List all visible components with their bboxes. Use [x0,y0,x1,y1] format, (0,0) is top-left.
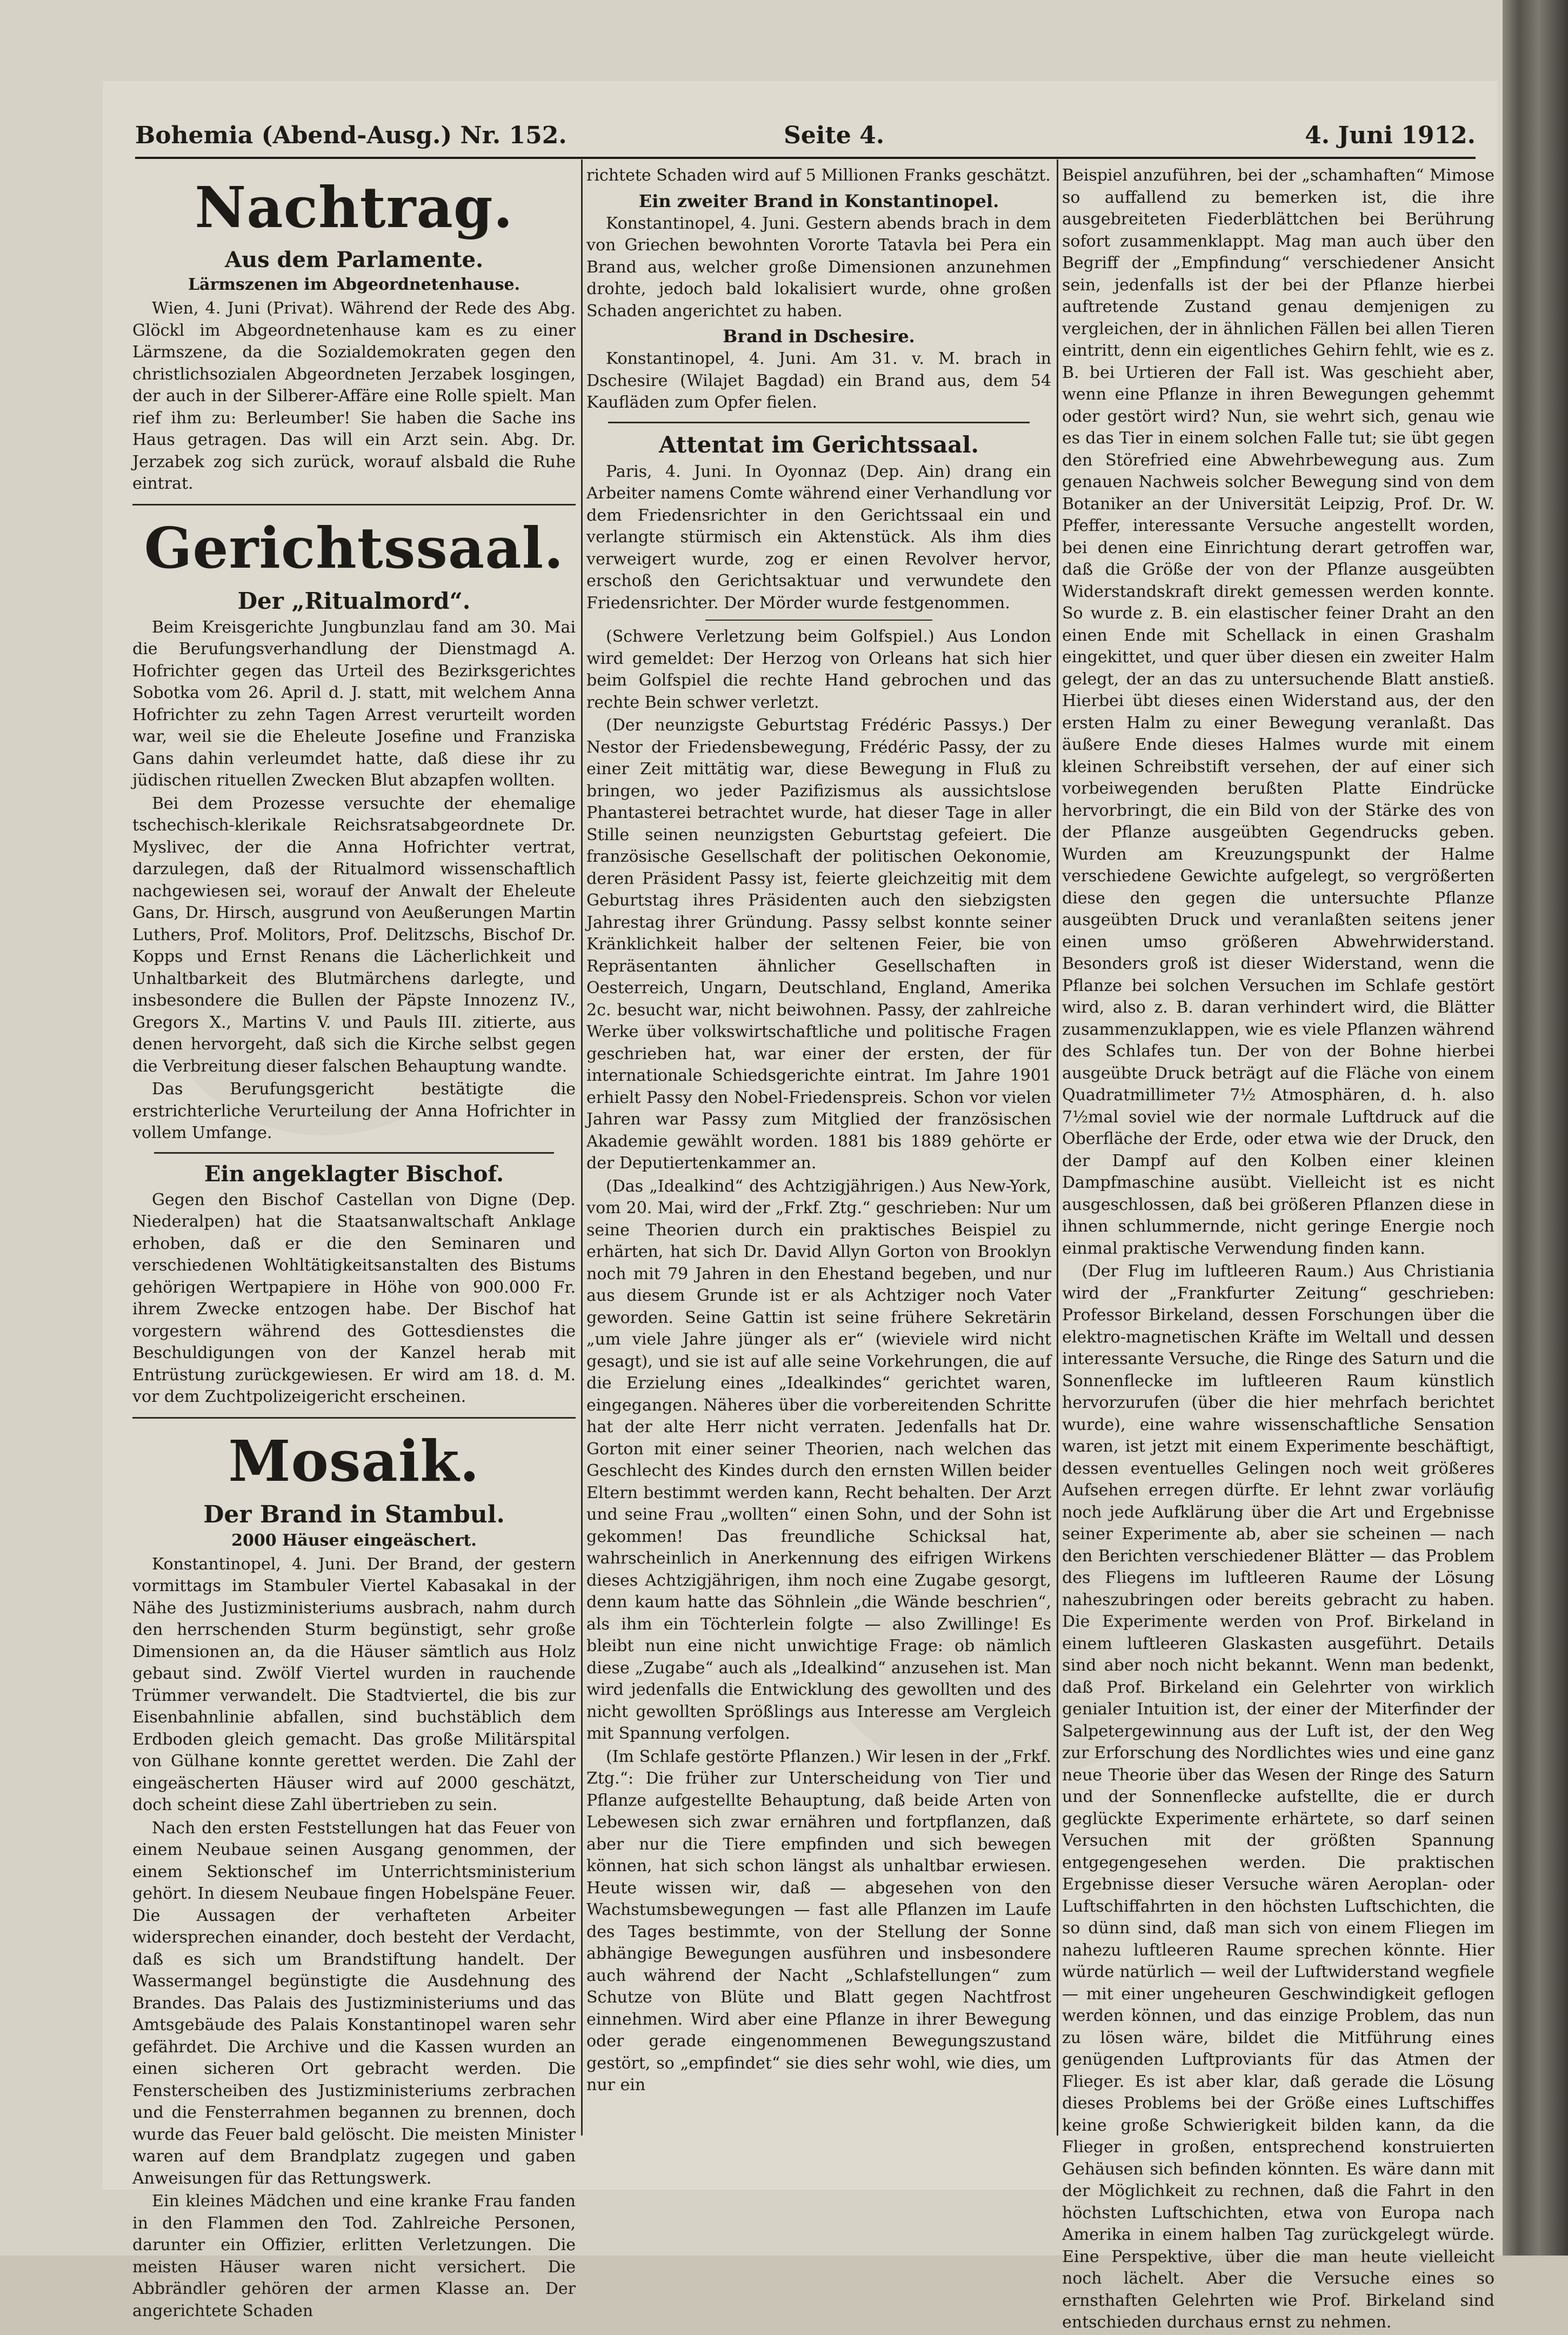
article-heading-brand-stambul: Der Brand in Stambul. [203,1500,505,1528]
article-text-pflanzen-continued: Beispiel anzuführen, bei der „schamhaften“ Mimose so auffallend zu bemerken ist, die ihre ausgebreiteten Fiederblättchen bei Berührung sofort zusammenklappt. Mag man auch über den Begriff der „Empfindung“ verschiedener Ansicht sein, jedenfalls ist der bei der Pflanze hierbei auftretende Zustand genau demjenigen zu vergleichen, der in ähnlichen Fällen bei allen Tieren eintritt, denn ein eigentliches Gehirn fehlt, wie es z. B. bei Urtieren der Fall ist. Was geschieht aber, wenn eine Pflanze in ihren Bewegungen gehemmt oder gestört wird? Nun, sie wehrt sich, genau wie es das Tier in einem solchen Falle tut; sie übt gegen den Störefried eine Abwehrbewegung aus. Zum genauen Nachweis solcher Bewegung sind von dem Botaniker an der Universität Leipzig, Prof. Dr. W. Pfeffer, interessante Versuche angestellt worden, bei denen eine Einrichtung derart getroffen war, daß die Größe der von der Pflanze ausgeübten Widerstandskraft direkt gemessen werden konnte. So wurde z. B. ein elastischer feiner Draht an den einen Ende mit Schellack in einen Grashalm eingekittet, und quer über diesen ein zweiter Halm gelegt, der an das zu untersuchende Blatt anstieß. Hierbei übt dieses einen Widerstand aus, der den ersten Halm zu einer Bewegung veranlaßt. Das äußere Ende dieses Halmes wurde mit einem kleinen Schreibstift versehen, der auf einer sich vorbeiwegenden berußten Platte Eindrücke hervorbringt, die ein Bild von der Stärke des von der Pflanze ausgeübten Gegendrucks geben. Wurden am Kreuzungspunkt der Halme verschiedene Gewichte aufgelegt, so vergrößerten diese den gegen die untersuchte Pflanze ausgeübten Druck und veranlaßten seitens jener einen umso größeren Abwehrwiderstand. Besonders groß ist dieser Widerstand, wenn die Pflanze bei solchen Versuchen im Schlafe gestört wird, also z. B. daran verhindert wird, die Blätter zusammenzuklappen, wie es viele Pflanzen während des Schlafes tun. Der von der Bohne hierbei ausgeübte Druck beträgt auf die Fläche von einem Quadratmillimeter 7½ Atmosphären, d. h. also 7½mal soviel wie der normale Luftdruck auf die Oberfläche der Erde, oder etwa wie der Druck, den der Dampf auf den Kolben einer kleinen Dampfmaschine ausübt. Vielleicht ist es nicht ausgeschlossen, daß bei größeren Pflanzen diese in ihnen schlummernde, nicht geringe Energie noch einmal praktische Verwendung finden kann. [1062,166,1494,1258]
article-subheading-haeuser: 2000 Häuser eingeäschert. [231,1531,477,1550]
article-text-attentat: Paris, 4. Juni. In Oyonnaz (Dep. Ain) drang ein Arbeiter namens Comte während einer Verhandlung vor dem Friedensrichter in den Gerichtssaal ein und verlangte stürmisch ein Aktenstück. Als ihm dies verweigert wurde, zog er einen Revolver hervor, erschoß den Gerichtsaktuar und verwundete den Friedensrichter. Der Mörder wurde festgenommen. [586,462,1051,613]
section-rule [132,504,576,505]
article-text-brand-3: Ein kleines Mädchen und eine kranke Frau fanden in den Flammen den Tod. Zahlreiche Personen, darunter ein Offizier, erlitten Verletzungen. Die meisten Häuser waren nicht versichert. Die Abbrändler gehören der armen Klasse an. Der angerichtete Schaden [132,2192,576,2320]
article-heading-attentat: Attentat im Gerichtssaal. [658,431,979,458]
article-text-ritualmord-2: Bei dem Prozesse versuchte der ehemalige tschechisch-klerikale Reichsratsabgeordnete Dr. Myslivec, der die Anna Hofrichter vertrat, darzulegen, daß der Ritualmord wissenschaftlich nachgewiesen sei, worauf der Anwalt der Eheleute Gans, Dr. Hirsch, ausgrund von Aeußerungen Martin Luthers, Prof. Molitors, Prof. Delitzschs, Bischof Dr. Kopps und Ernst Renans die Lächerlichkeit und Unhaltbarkeit des Blutmärchens darlegte, und insbesondere die Bullen der Päpste Innozenz IV., Gregors X., Martins V. und Pauls III. zitierte, aus denen hervorgeht, daß sich die Kirche selbst gegen die Verbreitung dieser falschen Behauptung wandte. [132,794,576,1076]
column-2 [586,165,1051,2098]
article-text-idealkind: (Das „Idealkind“ des Achtzigjährigen.) Aus New-York, vom 20. Mai, wird der „Frkf. Ztg.“ geschrieben: Nur um seine Theorien durch ein praktisches Beispiel zu erhärten, hat sich Dr. David Allyn Gorton von Brooklyn noch mit 79 Jahren in den Ehestand begeben, und nur aus diesem Grunde ist er als Achtziger noch Vater geworden. Seine Gattin ist seine frühere Sekretärin „um viele Jahre jünger als er“ (wieviele wird nicht gesagt), und sie ist auf alle seine Vorkehrungen, die auf die Erzielung eines „Idealkindes“ gerichtet waren, eingegangen. Näheres über die vorbereitenden Schritte hat der alte Herr nicht verraten. Jedenfalls hat Dr. Gorton mit einer seiner Theorien, nach welchen das Geschlecht des Kindes durch den ernsten Willen beider Eltern bestimmt werden kann, Recht behalten. Der Arzt und seine Frau „wollten“ einen Sohn, und der Sohn ist gekommen! Das freundliche Schicksal hat, wahrscheinlich in Anerkennung des eifrigen Wirkens dieses Achtzigjährigen, ihm noch eine Zugabe gesorgt, denn kaum hatte das Söhnlein „die Wände beschrien“, als ihm ein Töchterlein folgte — also Zwillinge! Es bleibt nun eine nicht unwichtige Frage: ob nämlich diese „Zugabe“ auch als „Idealkind“ anzusehen ist. Man wird jedenfalls die Entwicklung des gewollten und des nicht gewollten Sprößlings aus Interesse am Vergleich mit Spannung verfolgen. [586,1176,1051,1743]
header-page-number: Seite 4. [784,122,885,149]
article-heading-zweiter-brand: Ein zweiter Brand in Konstantinopel. [638,190,999,211]
header-rule [135,157,1476,159]
article-text-ritualmord-3: Das Berufungsgericht bestätigte die erstrichterliche Verurteilung der Anna Hofrichter in vollem Umfange. [132,1080,576,1142]
article-text-passy: (Der neunzigste Geburtstag Frédéric Passys.) Der Nestor der Friedensbewegung, Frédéric Passy, der zu einer Zeit mittätig war, diese Bewegung in Fluß zu bringen, wo jeder Pazifizismus als aussichtslose Phantasterei betrachtet wurde, hat dieser Tage in aller Stille seinen neunzigsten Geburtstag gefeiert. Die französische Gesellschaft der politischen Oekonomie, deren Präsident Passy ist, feierte gleichzeitig mit dem Geburtstag ihres Präsidenten auch den siebzigsten Jahrestag ihrer Gründung. Passy selbst konnte seiner Kränklichkeit halber der seltenen Feier, bie von Repräsentanten ähnlicher Gesellschaften in Oesterreich, Ungarn, Deutschland, England, Amerika 2c. besucht war, nicht beiwohnen. Passy, der zahlreiche Werke über volkswirtschaftliche und politische Fragen geschrieben hat, war einer der ersten, der für internationale Schiedsgerichte eintrat. Im Jahre 1901 erhielt Passy den Nobel-Friedenspreis. Schon vor vielen Jahren war Passy zum Mitglied der französischen Akademie gewählt worden. 1881 bis 1889 gehörte er der Deputiertenkammer an. [586,716,1051,1173]
header-date: 4. Juni 1912. [1305,122,1476,149]
article-subheading-laermszenen: Lärmszenen im Abgeordnetenhause. [188,275,521,294]
column-divider [1057,159,1058,2136]
column-3 [1062,165,1494,2335]
article-text-ritualmord-1: Beim Kreisgerichte Jungbunzlau fand am 30. Mai die Berufungsverhandlung der Dienstmagd A. Hofrichter gegen das Urteil des Bezirksgerichtes Sobotka vom 26. April d. J. statt, mit welchem Anna Hofrichter zu zehn Tagen Arrest verurteilt worden war, weil sie die Eheleute Josefine und Franziska Gans dahin verleumdet hatte, daß diese ihr zu jüdischen rituellen Zwecken Blut abzapfen wollten. [132,617,576,790]
article-rule [705,620,932,621]
article-rule [608,422,1030,423]
section-rule [132,1417,576,1419]
article-heading-parlament: Aus dem Parlamente. [224,247,484,272]
section-title-gerichtssaal: Gerichtssaal. [144,514,564,581]
article-heading-ritualmord: Der „Ritualmord“. [237,587,471,614]
page-edge-shadow [1503,0,1568,2256]
article-text-brand-continued: richtete Schaden wird auf 5 Millionen Franks geschätzt. [586,166,1051,185]
article-heading-bischof: Ein angeklagter Bischof. [204,1161,504,1187]
article-text-dschesire: Konstantinopel, 4. Juni. Am 31. v. M. brach in Dschesire (Wilajet Bagdad) ein Brand aus, dem 54 Kaufläden zum Opfer fielen. [586,349,1051,412]
section-title-nachtrag: Nachtrag. [195,174,513,241]
column-divider [581,159,583,2136]
article-rule [154,1152,554,1154]
column-1 [132,165,576,2323]
article-text-golf: (Schwere Verletzung beim Golfspiel.) Aus London wird gemeldet: Der Herzog von Orleans hat sich hier beim Golfspiel die rechte Hand gebrochen und das rechte Bein schwer verletzt. [586,627,1051,712]
running-header [135,122,1476,154]
article-text-brand-1: Konstantinopel, 4. Juni. Der Brand, der gestern vormittags im Stambuler Viertel Kabasakal in der Nähe des Justizministeriums ausbrach, nahm durch den herrschenden Sturm begünstigt, sehr große Dimensionen an, da die Häuser sämtlich aus Holz gebaut sind. Zwölf Viertel wurden in rauchende Trümmer verwandelt. Die Stadtviertel, die bis zur Eisenbahnlinie abfallen, sind buchstäblich dem Erdboden gleich gemacht. Das große Militärspital von Gülhane konnte gerettet werden. Die Zahl der eingeäscherten Häuser wird auf 2000 geschätzt, doch scheint diese Zahl übertrieben zu sein. [132,1554,576,1814]
article-text-zweiter-brand: Konstantinopel, 4. Juni. Gestern abends brach in dem von Griechen bewohnten Vororte Tatavla bei Pera ein Brand aus, welcher große Dimensionen anzunehmen drohte, jedoch bald lokalisiert wurde, ohne großen Schaden angerichtet zu haben. [586,214,1051,321]
article-text-parlament: Wien, 4. Juni (Privat). Während der Rede des Abg. Glöckl im Abgeordnetenhause kam es zu einer Lärmszene, da die Sozialdemokraten gegen den christlichsozialen Abgeordneten Jerzabek losgingen, der auch in der Silberer-Affäre eine Rolle spielt. Man rief ihm zu: Berleumber! Sie haben die Sache ins Haus getragen. Das will ein Arzt sein. Abg. Dr. Jerzabek zog sich zurück, worauf alsbald die Ruhe eintrat. [132,299,576,493]
article-text-brand-2: Nach den ersten Feststellungen hat das Feuer von einem Neubaue seinen Ausgang genommen, der einem Sektionschef im Unterrichtsministerium gehört. In diesem Neubaue fingen Hobelspäne Feuer. Die Aussagen der verhafteten Arbeiter widersprechen einander, doch besteht der Verdacht, daß es sich um Brandstiftung handelt. Der Wassermangel begünstigte die Ausdehnung des Brandes. Das Palais des Justizministeriums und das Amtsgebäude des Palais Konstantinopel waren sehr gefährdet. Die Archive und die Kassen wurden an einen sicheren Ort gebracht werden. Die Fensterscheiben des Justizministeriums zerbrachen und die Fensterrahmen begannen zu brennen, doch wurde das Feuer bald gelöscht. Die meisten Minister waren auf dem Brandplatz zugegen und gaben Anweisungen für das Rettungswerk. [132,1818,576,2188]
article-text-bischof: Gegen den Bischof Castellan von Digne (Dep. Niederalpen) hat die Staatsanwaltschaft Anklage erhoben, daß er die den Seminaren und verschiedenen Wohltätigkeitsanstalten des Bistums gehörigen Wertpapiere in Höhe von 900.000 Fr. ihrem Zwecke entzogen habe. Der Bischof hat vorgestern während des Gottesdienstes die Beschuldigungen von der Kanzel herab mit Entrüstung zurückgewiesen. Er wird am 18. d. M. vor dem Zuchtpolizeigericht erscheinen. [132,1190,576,1406]
article-text-pflanzen: (Im Schlafe gestörte Pflanzen.) Wir lesen in der „Frkf. Ztg.“: Die früher zur Unterscheidung von Tier und Pflanze aufgestellte Behauptung, daß beide Arten von Lebewesen sich zwar ernähren und fortpflanzen, daß aber nur die Tiere empfinden und sich bewegen können, hat sich schon längst als unhaltbar erwiesen. Heute wissen wir, daß — abgesehen von den Wachstumsbewegungen — fast alle Pflanzen im Laufe des Tages bestimmte, von der Stellung der Sonne abhängige Bewegungen ausführen und insbesondere auch während der Nacht „Schlafstellungen“ zum Schutze von Blüte und Blatt gegen Nachtfrost einnehmen. Wird aber eine Pflanze in ihrer Bewegung oder gerade eingenommenen Bewegungszustand gestört, so „empfindet“ sie dies sehr wohl, wie dies, um nur ein [586,1747,1051,2094]
header-publication: Bohemia (Abend-Ausg.) Nr. 152. [135,122,567,149]
article-heading-dschesire: Brand in Dschesire. [723,326,915,347]
article-text-flug: (Der Flug im luftleeren Raum.) Aus Christiania wird der „Frankfurter Zeitung“ geschrieben: Professor Birkeland, dessen Forschungen über die elektro-magnetischen Kräfte im Weltall und dessen interessante Versuche, die Ringe des Saturn und die Sonnenflecke im luftleeren Raum künstlich hervorzurufen (über die hier mehrfach berichtet wurde), eine wahre wissenschaftliche Sensation waren, ist jetzt mit einem Experimente beschäftigt, dessen eventuelles Gelingen noch weit größeres Aufsehen erregen dürfte. Er lehnt zwar vorläufig noch jede Aufklärung über die Art und Ergebnisse seiner Experimente ab, aber sie scheinen — nach den Berichten verschiedener Blätter — das Problem des Fliegens im luftleeren Raume der Lösung naheszubringen oder bereits gebracht zu haben. Die Experimente werden von Prof. Birkeland in einem luftleeren Glaskasten ausgeführt. Details sind aber noch nicht bekannt. Wenn man bedenkt, daß Prof. Birkeland ein Gelehrter von wirklich genialer Intuition ist, der einer der Miterfinder der Salpetergewinnung aus der Luft ist, der den Weg zur Erforschung des Nordlichtes wies und eine ganz neue Theorie über das Wesen der Ringe des Saturn und der Sonnenflecke aufstellte, die er durch geglückte Experimente erhärtete, so darf seinen Versuchen mit der größten Spannung entgegengesehen werden. Die praktischen Ergebnisse dieser Versuche wären Aeroplan- oder Luftschiffahrten in den höchsten Luftschichten, die so dünn sind, daß man sich von einem Fliegen im nahezu luftleeren Raume sprechen könnte. Hier würde natürlich — weil der Luftwiderstand wegfiele — mit einer ungeheuren Geschwindigkeit geflogen werden können, und das einzige Problem, das nun zu lösen wäre, bildet die Mitführung eines genügenden Luftproviants für das Atmen der Flieger. Es ist aber klar, daß gerade die Lösung dieses Problems bei der Größe eines Luftschiffes keine große Schwierigkeit bilden kann, da die Flieger in großen, entsprechend konstruierten Gehäusen sich befinden könnten. Es wäre dann mit der Möglichkeit zu rechnen, daß die Fahrt in den höchsten Luftschichten, etwa von Europa nach Amerika in einem halben Tag zurückgelegt würde. Eine Perspektive, über die man heute vielleicht noch lächelt. Aber die Versuche eines so ernsthaften Gelehrten wie Prof. Birkeland sind entschieden durchaus ernst zu nehmen. [1062,1262,1494,2332]
section-title-mosaik: Mosaik. [228,1427,480,1494]
